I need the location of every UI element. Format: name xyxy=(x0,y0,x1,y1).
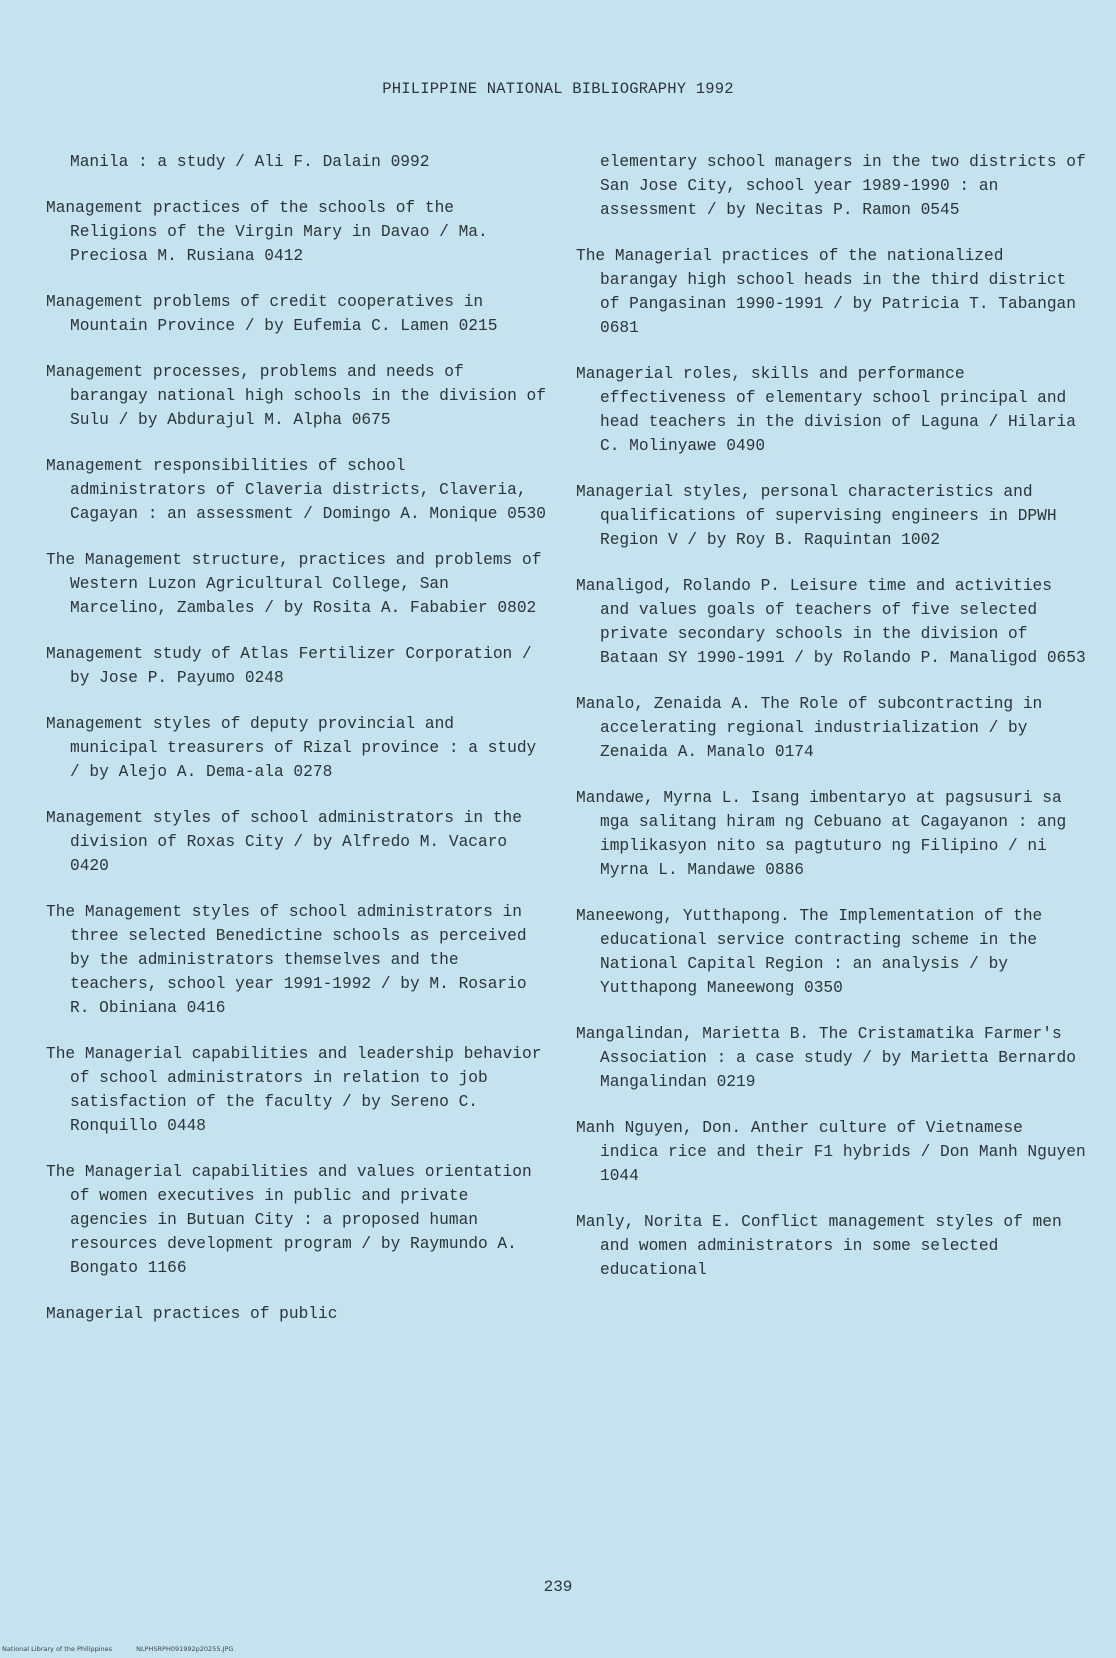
bibliography-entry: Management study of Atlas Fertilizer Corporation / by Jose P. Payumo 0248 xyxy=(46,645,532,687)
bibliography-entry: Manila : a study / Ali F. Dalain 0992 xyxy=(70,153,430,171)
bibliography-entry: Management practices of the schools of the Religions of the Virgin Mary in Davao / Ma. Preciosa M. Rusiana 0412 xyxy=(46,199,488,265)
bibliography-entry: Management styles of deputy provincial and municipal treasurers of Rizal province : a study / by Alejo A. Dema-ala 0278 xyxy=(46,715,537,781)
bibliography-entry: Management processes, problems and needs of barangay national high schools in the division of Sulu / by Abdurajul M. Alpha 0675 xyxy=(46,363,546,429)
bibliography-entry: Manaligod, Rolando P. Leisure time and activities and values goals of teachers of five selected private secondary schools in the division of Bataan SY 1990-1991 / by Rolando P. Manaligod 0653 xyxy=(576,577,1086,667)
page-number: 239 xyxy=(543,1578,573,1596)
scan-footer xyxy=(2,1645,255,1653)
bibliography-entry: Managerial roles, skills and performance effectiveness of elementary school principal and head teachers in the division of Laguna / Hilaria C. Molinyawe 0490 xyxy=(576,365,1076,455)
bibliography-entry: The Managerial capabilities and values orientation of women executives in public and private agencies in Butuan City : a proposed human resources development program / by Raymundo A. Bongato 1166 xyxy=(46,1163,532,1277)
page-header: PHILIPPINE NATIONAL BIBLIOGRAPHY 1992 xyxy=(382,80,734,98)
bibliography-entry: The Management styles of school administrators in three selected Benedictine schools as perceived by the administrators themselves and the teachers, school year 1991-1992 / by M. Rosario R. Obiniana 0416 xyxy=(46,903,527,1017)
bibliography-entry: Maneewong, Yutthapong. The Implementation of the educational service contracting scheme in the National Capital Region : an analysis / by Yutthapong Maneewong 0350 xyxy=(576,907,1043,997)
right-column xyxy=(576,150,1086,1282)
bibliography-entry: Managerial styles, personal characteristics and qualifications of supervising engineers in DPWH Region V / by Roy B. Raquintan 1002 xyxy=(576,483,1057,549)
footer-library: National Library of the Philippines xyxy=(2,1645,113,1653)
bibliography-entry: Manh Nguyen, Don. Anther culture of Vietnamese indica rice and their F1 hybrids / Don Manh Nguyen 1044 xyxy=(576,1119,1086,1185)
bibliography-entry: The Management structure, practices and problems of Western Luzon Agricultural College, San Marcelino, Zambales / by Rosita A. Fababier 0802 xyxy=(46,551,542,617)
bibliography-entry: Mangalindan, Marietta B. The Cristamatika Farmer's Association : a case study / by Marietta Bernardo Mangalindan 0219 xyxy=(576,1025,1076,1091)
bibliography-entry: Manly, Norita E. Conflict management styles of men and women administrators in some selected educational xyxy=(576,1213,1062,1279)
bibliography-entry: elementary school managers in the two districts of San Jose City, school year 1989-1990 : an assessment / by Necitas P. Ramon 0545 xyxy=(600,153,1086,219)
bibliography-entry: Management styles of school administrators in the division of Roxas City / by Alfredo M. Vacaro 0420 xyxy=(46,809,522,875)
left-column xyxy=(46,150,551,1326)
bibliography-entry: Mandawe, Myrna L. Isang imbentaryo at pagsusuri sa mga salitang hiram ng Cebuano at Cagayanon : ang implikasyon nito sa pagtuturo ng Filipino / ni Myrna L. Mandawe 0886 xyxy=(576,789,1067,879)
bibliography-entry: Managerial practices of public xyxy=(46,1305,338,1323)
bibliography-entry: Manalo, Zenaida A. The Role of subcontracting in accelerating regional industrialization / by Zenaida A. Manalo 0174 xyxy=(576,695,1043,761)
bibliography-entry: The Managerial practices of the nationalized barangay high school heads in the third district of Pangasinan 1990-1991 / by Patricia T. Tabangan 0681 xyxy=(576,247,1076,337)
bibliography-entry: Management responsibilities of school administrators of Claveria districts, Claveria, Cagayan : an assessment / Domingo A. Monique 0530 xyxy=(46,457,546,523)
bibliography-entry: Management problems of credit cooperatives in Mountain Province / by Eufemia C. Lamen 0215 xyxy=(46,293,498,335)
bibliography-entry: The Managerial capabilities and leadership behavior of school administrators in relation to job satisfaction of the faculty / by Sereno C. Ronquillo 0448 xyxy=(46,1045,542,1135)
footer-file: NLPHSRPH091992p20255.JPG xyxy=(136,1645,234,1653)
